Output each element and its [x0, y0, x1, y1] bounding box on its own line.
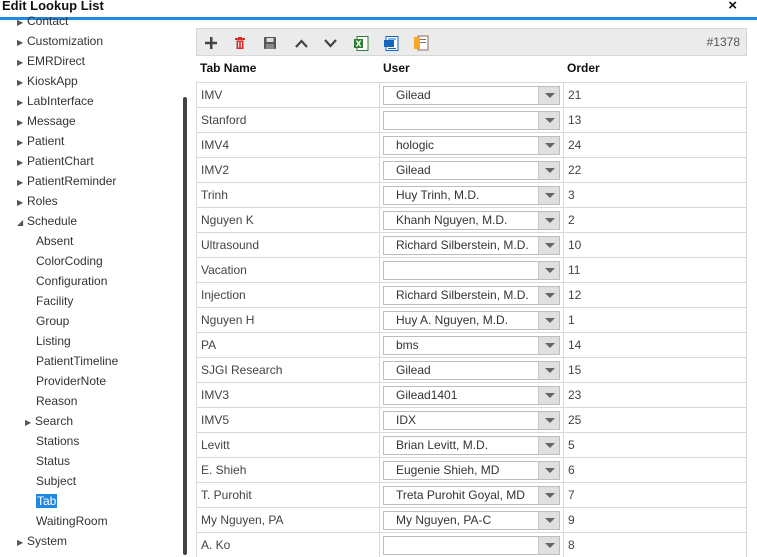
import-button[interactable]	[411, 33, 431, 53]
user-dropdown-value: Brian Levitt, M.D.	[396, 438, 489, 452]
sidebar-item-label: Absent	[36, 234, 74, 248]
chevron-down-icon	[324, 39, 337, 48]
chevron-down-icon[interactable]	[538, 87, 559, 104]
table-row[interactable]	[196, 332, 747, 357]
order-cell[interactable]: 23	[563, 383, 747, 407]
chevron-down-icon[interactable]	[538, 462, 559, 479]
tab-name-cell[interactable]: IMV5	[196, 408, 379, 432]
sidebar-item-group[interactable]	[36, 311, 69, 331]
order-cell[interactable]: 1	[563, 308, 747, 332]
order-cell[interactable]: 12	[563, 283, 747, 307]
sidebar-item-label: Search	[35, 414, 74, 428]
sidebar-item-search[interactable]	[25, 411, 73, 431]
table-row[interactable]	[196, 232, 747, 257]
expand-arrow-icon[interactable]: ▶	[17, 78, 24, 87]
chevron-down-icon[interactable]	[538, 237, 559, 254]
trash-icon	[234, 37, 246, 49]
sidebar-item-label: WaitingRoom	[36, 514, 108, 528]
user-dropdown-value: Khanh Nguyen, M.D.	[396, 213, 508, 227]
sidebar-item-roles[interactable]	[17, 191, 58, 211]
chevron-down-icon[interactable]	[538, 387, 559, 404]
order-cell[interactable]: 7	[563, 483, 747, 507]
user-dropdown[interactable]	[383, 286, 560, 305]
table-row[interactable]	[196, 282, 747, 307]
user-dropdown-value: bms	[396, 338, 419, 352]
sidebar-item-label: Patient	[27, 134, 65, 148]
sidebar-item-label: Schedule	[27, 214, 78, 228]
sidebar-item-patient[interactable]	[17, 131, 64, 151]
sidebar-item-label: EMRDirect	[27, 54, 86, 68]
chevron-down-icon[interactable]	[538, 512, 559, 529]
user-dropdown-value: Treta Purohit Goyal, MD	[396, 488, 525, 502]
excel-icon	[354, 36, 369, 51]
sidebar-item-patientchart[interactable]	[17, 151, 94, 171]
chevron-down-icon[interactable]	[538, 287, 559, 304]
sidebar-item-reason[interactable]	[36, 391, 77, 411]
user-dropdown-value: Huy Trinh, M.D.	[396, 188, 480, 202]
expand-arrow-icon[interactable]: ▶	[17, 178, 24, 187]
sidebar-item-label: Status	[36, 454, 71, 468]
user-dropdown[interactable]	[383, 236, 560, 255]
sidebar-item-label: Roles	[27, 194, 58, 208]
sidebar-item-contact[interactable]	[17, 11, 68, 31]
delete-button[interactable]	[230, 33, 250, 53]
tab-name-cell[interactable]: SJGI Research	[196, 358, 379, 382]
expanded-arrow-icon[interactable]: ◢	[17, 218, 24, 227]
sidebar-item-stations[interactable]	[36, 431, 79, 451]
tab-name-cell[interactable]: Ultrasound	[196, 233, 379, 257]
tab-name-cell[interactable]: Vacation	[196, 258, 379, 282]
tab-name-cell[interactable]: Trinh	[196, 183, 379, 207]
sidebar-item-label: Group	[36, 314, 70, 328]
save-button[interactable]	[260, 33, 280, 53]
chevron-down-icon[interactable]	[538, 212, 559, 229]
user-dropdown-value: Gilead	[396, 363, 431, 377]
user-dropdown[interactable]	[383, 386, 560, 405]
order-cell[interactable]: 3	[563, 183, 747, 207]
table-row[interactable]	[196, 307, 747, 332]
user-dropdown[interactable]	[383, 136, 560, 155]
window-title: Edit Lookup List	[2, 0, 104, 13]
user-dropdown[interactable]	[383, 461, 560, 480]
user-dropdown-value: Gilead	[396, 88, 431, 102]
order-cell[interactable]: 13	[563, 108, 747, 132]
sidebar-item-label: PatientChart	[27, 154, 94, 168]
user-dropdown-value: Richard Silberstein, M.D.	[396, 288, 529, 302]
sidebar-item-customization[interactable]	[17, 31, 103, 51]
user-dropdown[interactable]	[383, 111, 560, 130]
sidebar-item-listing[interactable]	[36, 331, 71, 351]
order-cell[interactable]: 5	[563, 433, 747, 457]
grid-header	[196, 58, 747, 80]
table-row[interactable]	[196, 132, 747, 157]
user-dropdown[interactable]	[383, 436, 560, 455]
table-row[interactable]	[196, 532, 747, 557]
user-dropdown-value: hologic	[396, 138, 435, 152]
save-icon	[264, 37, 276, 49]
export-csv-button[interactable]	[381, 33, 401, 53]
svg-text:X: X	[355, 39, 362, 48]
expand-arrow-icon[interactable]: ▶	[17, 118, 24, 127]
order-cell[interactable]: 25	[563, 408, 747, 432]
sidebar-item-label: Reason	[36, 394, 78, 408]
sidebar-item-status[interactable]	[36, 451, 70, 471]
sidebar-item-label: Listing	[36, 334, 71, 348]
user-dropdown-value: IDX	[396, 413, 417, 427]
table-row[interactable]	[196, 107, 747, 132]
order-cell[interactable]: 2	[563, 208, 747, 232]
chevron-down-icon[interactable]	[538, 437, 559, 454]
user-dropdown[interactable]	[383, 511, 560, 530]
tab-name-cell[interactable]: T. Purohit	[196, 483, 379, 507]
order-cell[interactable]: 14	[563, 333, 747, 357]
sidebar-item-label: PatientReminder	[27, 174, 117, 188]
chevron-down-icon[interactable]	[538, 162, 559, 179]
sidebar-scrollbar[interactable]	[183, 97, 187, 555]
sidebar-item-emrdirect[interactable]	[17, 51, 85, 71]
tab-name-cell[interactable]: E. Shieh	[196, 458, 379, 482]
table-row[interactable]	[196, 507, 747, 532]
sidebar-item-kioskapp[interactable]	[17, 71, 78, 91]
sidebar-item-patienttimeline[interactable]	[36, 351, 118, 371]
user-dropdown[interactable]	[383, 261, 560, 280]
tab-name-cell[interactable]: Nguyen K	[196, 208, 379, 232]
user-dropdown[interactable]	[383, 336, 560, 355]
order-cell[interactable]: 8	[563, 533, 747, 557]
lookup-tree	[0, 14, 188, 555]
expand-arrow-icon[interactable]: ▶	[17, 38, 24, 47]
chevron-down-icon[interactable]	[538, 412, 559, 429]
expand-arrow-icon[interactable]: ▶	[17, 98, 24, 107]
sidebar-item-label: Configuration	[36, 274, 108, 288]
expand-arrow-icon[interactable]: ▶	[17, 158, 24, 167]
user-dropdown[interactable]	[383, 361, 560, 380]
table-row[interactable]	[196, 382, 747, 407]
sidebar-item-label: Subject	[36, 474, 77, 488]
table-row[interactable]	[196, 407, 747, 432]
chevron-down-icon[interactable]	[538, 112, 559, 129]
table-row[interactable]	[196, 357, 747, 382]
tab-name-cell[interactable]: IMV2	[196, 158, 379, 182]
sidebar-item-label: Customization	[27, 34, 104, 48]
sidebar-item-label: Message	[27, 114, 76, 128]
sidebar-item-label: PatientTimeline	[36, 354, 119, 368]
chevron-down-icon[interactable]	[538, 337, 559, 354]
tab-name-cell[interactable]: A. Ko	[196, 533, 379, 557]
title-bar	[0, 0, 757, 20]
column-header-user[interactable]: User	[383, 61, 410, 75]
tab-name-cell[interactable]: Injection	[196, 283, 379, 307]
sidebar-item-configuration[interactable]	[36, 271, 107, 291]
user-dropdown[interactable]	[383, 411, 560, 430]
expand-arrow-icon[interactable]: ▶	[17, 538, 24, 547]
sidebar-item-label: KioskApp	[27, 74, 78, 88]
sidebar-item-tab[interactable]	[36, 491, 57, 511]
column-header-order[interactable]: Order	[567, 61, 600, 75]
table-row[interactable]	[196, 157, 747, 182]
tab-name-cell[interactable]: IMV4	[196, 133, 379, 157]
user-dropdown-value: Huy A. Nguyen, M.D.	[396, 313, 509, 327]
grid-toolbar	[196, 28, 747, 56]
export-excel-button[interactable]	[351, 33, 371, 53]
order-cell[interactable]: 24	[563, 133, 747, 157]
chevron-down-icon[interactable]	[538, 487, 559, 504]
document-icon	[414, 35, 429, 51]
sidebar-item-labinterface[interactable]	[17, 91, 94, 111]
order-cell[interactable]: 15	[563, 358, 747, 382]
tab-name-cell[interactable]: Nguyen H	[196, 308, 379, 332]
order-cell[interactable]: 22	[563, 158, 747, 182]
lookup-editor	[196, 28, 747, 555]
table-row[interactable]	[196, 257, 747, 282]
user-dropdown[interactable]	[383, 311, 560, 330]
sidebar-item-label: Tab	[37, 494, 57, 508]
expand-arrow-icon[interactable]: ▶	[17, 198, 24, 207]
sidebar-item-colorcoding[interactable]	[36, 251, 103, 271]
user-dropdown[interactable]	[383, 486, 560, 505]
user-dropdown-value: Gilead1401	[396, 388, 458, 402]
order-cell[interactable]: 10	[563, 233, 747, 257]
table-row[interactable]	[196, 82, 747, 107]
plus-icon	[205, 37, 217, 49]
chevron-down-icon[interactable]	[538, 137, 559, 154]
expand-arrow-icon[interactable]: ▶	[17, 58, 24, 67]
user-dropdown[interactable]	[383, 211, 560, 230]
sidebar-item-subject[interactable]	[36, 471, 76, 491]
sidebar-item-label: Stations	[36, 434, 80, 448]
order-cell[interactable]: 21	[563, 83, 747, 107]
user-dropdown-value: Gilead	[396, 163, 431, 177]
close-icon[interactable]: ×	[728, 0, 737, 14]
expand-arrow-icon[interactable]: ▶	[25, 418, 32, 427]
sidebar-item-patientreminder[interactable]	[17, 171, 116, 191]
chevron-down-icon[interactable]	[538, 262, 559, 279]
table-row[interactable]	[196, 207, 747, 232]
tab-name-cell[interactable]: IMV	[196, 83, 379, 107]
table-row[interactable]	[196, 182, 747, 207]
user-dropdown-value: Richard Silberstein, M.D.	[396, 238, 529, 252]
tab-name-cell[interactable]: IMV3	[196, 383, 379, 407]
user-dropdown[interactable]	[383, 86, 560, 105]
add-button[interactable]	[201, 33, 221, 53]
csv-icon	[384, 36, 399, 51]
sidebar-item-schedule[interactable]	[17, 211, 77, 231]
chevron-down-icon[interactable]	[538, 187, 559, 204]
record-count: #1378	[706, 35, 740, 49]
expand-arrow-icon[interactable]: ▶	[17, 138, 24, 147]
order-cell[interactable]: 11	[563, 258, 747, 282]
chevron-up-icon	[295, 39, 308, 48]
chevron-down-icon[interactable]	[538, 362, 559, 379]
sidebar-item-label: System	[27, 534, 68, 548]
table-row[interactable]	[196, 482, 747, 507]
tab-name-cell[interactable]: Stanford	[196, 108, 379, 132]
chevron-down-icon[interactable]	[538, 312, 559, 329]
sidebar-item-label: Facility	[36, 294, 74, 308]
user-dropdown[interactable]	[383, 186, 560, 205]
chevron-down-icon[interactable]	[538, 537, 559, 554]
user-dropdown[interactable]	[383, 536, 560, 555]
user-dropdown-value: Eugenie Shieh, MD	[396, 463, 500, 477]
column-header-tab-name[interactable]: Tab Name	[200, 61, 257, 75]
tab-name-cell[interactable]: PA	[196, 333, 379, 357]
table-row[interactable]	[196, 457, 747, 482]
move-up-button[interactable]	[291, 33, 311, 53]
tab-name-cell[interactable]: My Nguyen, PA	[196, 508, 379, 532]
sidebar-item-label: ColorCoding	[36, 254, 103, 268]
order-cell[interactable]: 6	[563, 458, 747, 482]
sidebar-item-waitingroom[interactable]	[36, 511, 108, 531]
sidebar-item-facility[interactable]	[36, 291, 73, 311]
table-row[interactable]	[196, 432, 747, 457]
user-dropdown-value: My Nguyen, PA-C	[396, 513, 492, 527]
sidebar-item-label: LabInterface	[27, 94, 94, 108]
tab-name-cell[interactable]: Levitt	[196, 433, 379, 457]
sidebar-item-message[interactable]	[17, 111, 76, 131]
sidebar-item-absent[interactable]	[36, 231, 73, 251]
sidebar-item-system[interactable]	[17, 531, 67, 551]
move-down-button[interactable]	[320, 33, 340, 53]
user-dropdown[interactable]	[383, 161, 560, 180]
order-cell[interactable]: 9	[563, 508, 747, 532]
sidebar-item-label: ProviderNote	[36, 374, 107, 388]
sidebar-item-label: Contact	[27, 14, 69, 28]
sidebar-item-providernote[interactable]	[36, 371, 106, 391]
expand-arrow-icon[interactable]: ▶	[17, 18, 24, 27]
